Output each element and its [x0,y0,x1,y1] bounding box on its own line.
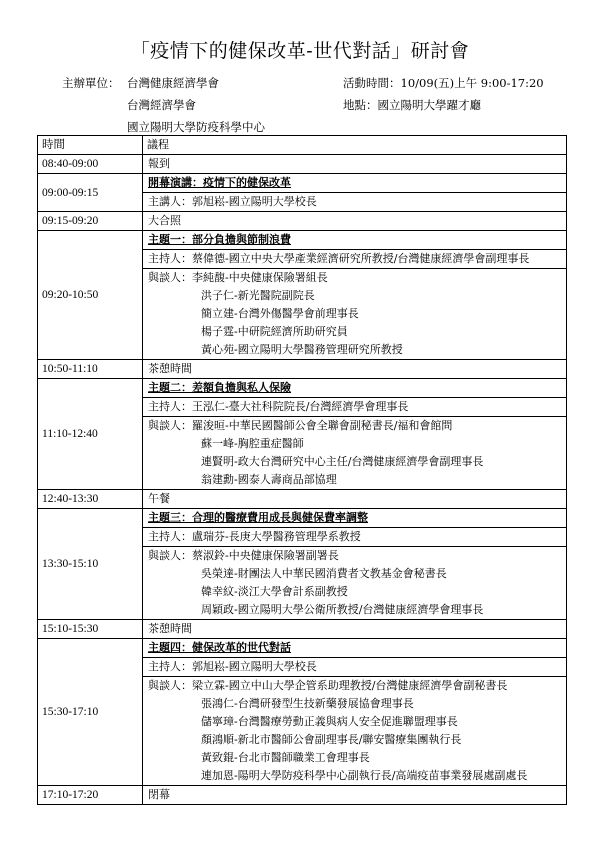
speaker-line: 周穎政-國立陽明大學公衛所教授/台灣健康經濟學會理事長 [201,603,484,616]
agenda-item: 報到 [148,157,170,170]
time-cell: 15:10-15:30 [38,620,143,639]
speaker-line: 與談人：蔡淑鈴-中央健康保險署副署長 [148,549,339,562]
event-time: 活動時間：10/09(五)上午 9:00-17:20 [343,76,544,90]
table-row [38,786,567,805]
time-cell: 11:10-12:40 [38,379,143,490]
table-row [38,231,567,360]
speaker-line: 蘇一峰-胸腔重症醫師 [201,437,304,450]
agenda-item: 茶憩時間 [148,622,192,635]
session-theme: 開幕演講：疫情下的健保改革 [148,176,291,189]
time-cell: 10:50-11:10 [38,360,143,379]
speaker-line: 與談人：李純馥-中央健康保險署組長 [148,271,328,284]
speaker-line: 主持人：郭旭崧-國立陽明大學校長 [143,658,566,677]
organizer-1: 台灣健康經濟學會 [127,76,219,90]
speaker-line: 連加恩-陽明大學防疫科學中心副執行長/高端疫苗事業發展處副處長 [201,769,528,782]
speaker-line: 主持人：盧瑞芬-長庚大學醫務管理學系教授 [143,528,566,547]
agenda-body [38,136,567,805]
speaker-line: 主講人：郭旭崧-國立陽明大學校長 [148,195,317,208]
agenda-item: 茶憩時間 [148,362,192,375]
agenda-cell [143,212,567,231]
table-row [38,212,567,231]
table-header-row [38,136,567,155]
agenda-item: 大合照 [148,214,181,227]
time-cell: 09:15-09:20 [38,212,143,231]
speaker-line: 洪子仁-新光醫院副院長 [201,289,315,302]
time-cell: 08:40-09:00 [38,155,143,174]
agenda-item: 閉幕 [148,788,170,801]
agenda-table [37,135,567,805]
organizers-label: 主辦單位： [62,76,120,90]
speaker-line: 簡立建-台灣外傷醫學會前理事長 [201,307,359,320]
speaker-line: 翁建勳-國泰人壽商品部協理 [201,473,337,486]
event-location: 地點：國立陽明大學躍才廳 [343,98,481,112]
agenda-cell [143,360,567,379]
speaker-line: 與談人：梁立霖-國立中山大學企管系助理教授/台灣健康經濟學會副秘書長 [148,679,508,692]
agenda-cell [143,174,567,212]
time-cell: 15:30-17:10 [38,639,143,786]
table-row [38,509,567,620]
session-theme: 主題一：部分負擔與節制浪費 [148,233,291,246]
speaker-line: 顏鴻順-新北市醫師公會副理事長/聯安醫療集團執行長 [201,733,462,746]
speaker-line: 黃致錕-台北市醫師職業工會理事長 [201,751,370,764]
table-row [38,360,567,379]
speaker-line: 儲寧璋-台灣醫療勞動正義與病人安全促進聯盟理事長 [201,715,458,728]
agenda-cell [143,155,567,174]
speaker-line: 吳榮達-財團法人中華民國消費者文教基金會秘書長 [201,567,447,580]
time-cell: 12:40-13:30 [38,490,143,509]
speaker-line: 主持人：蔡偉德-國立中央大學產業經濟研究所教授/台灣健康經濟學會副理事長 [143,250,566,269]
organizer-2: 台灣經濟學會 [127,98,196,112]
speaker-line: 主持人：王泓仁-臺大社科院院長/台灣經濟學會理事長 [143,398,566,417]
agenda-cell [143,490,567,509]
session-theme: 主題三：合理的醫療費用成長與健保費率調整 [148,511,368,524]
table-row [38,639,567,786]
agenda-cell [143,379,567,490]
agenda-item: 午餐 [148,492,170,505]
organizer-3: 國立陽明大學防疫科學中心 [127,120,265,134]
speaker-line: 黃心苑-國立陽明大學醫務管理研究所教授 [201,343,403,356]
agenda-cell [143,231,567,360]
table-row [38,490,567,509]
table-row [38,174,567,212]
speaker-line: 張鴻仁-台灣研發型生技新藥發展協會理事長 [201,697,414,710]
speaker-line: 連賢明-政大台灣研究中心主任/台灣健康經濟學會副理事長 [201,455,484,468]
speaker-line: 楊子霆-中研院經濟所助研究員 [201,325,348,338]
agenda-cell [143,620,567,639]
speaker-line: 韓幸紋-淡江大學會計系副教授 [201,585,348,598]
agenda-cell [143,639,567,786]
agenda-cell [143,786,567,805]
speaker-line: 與談人：羅浚晅-中華民國醫師公會全聯會副秘書長/福和會館問 [148,419,453,432]
agenda-cell [143,509,567,620]
header-time: 時間 [38,136,143,155]
header-agenda: 議程 [143,136,567,155]
table-row [38,379,567,490]
table-row [38,155,567,174]
time-cell: 09:00-09:15 [38,174,143,212]
page-title: 「疫情下的健保改革-世代對話」研討會 [130,40,470,62]
time-cell: 17:10-17:20 [38,786,143,805]
time-cell: 13:30-15:10 [38,509,143,620]
table-row [38,620,567,639]
session-theme: 主題二：差額負擔與私人保險 [148,381,291,394]
time-cell: 09:20-10:50 [38,231,143,360]
session-theme: 主題四：健保改革的世代對話 [148,641,291,654]
